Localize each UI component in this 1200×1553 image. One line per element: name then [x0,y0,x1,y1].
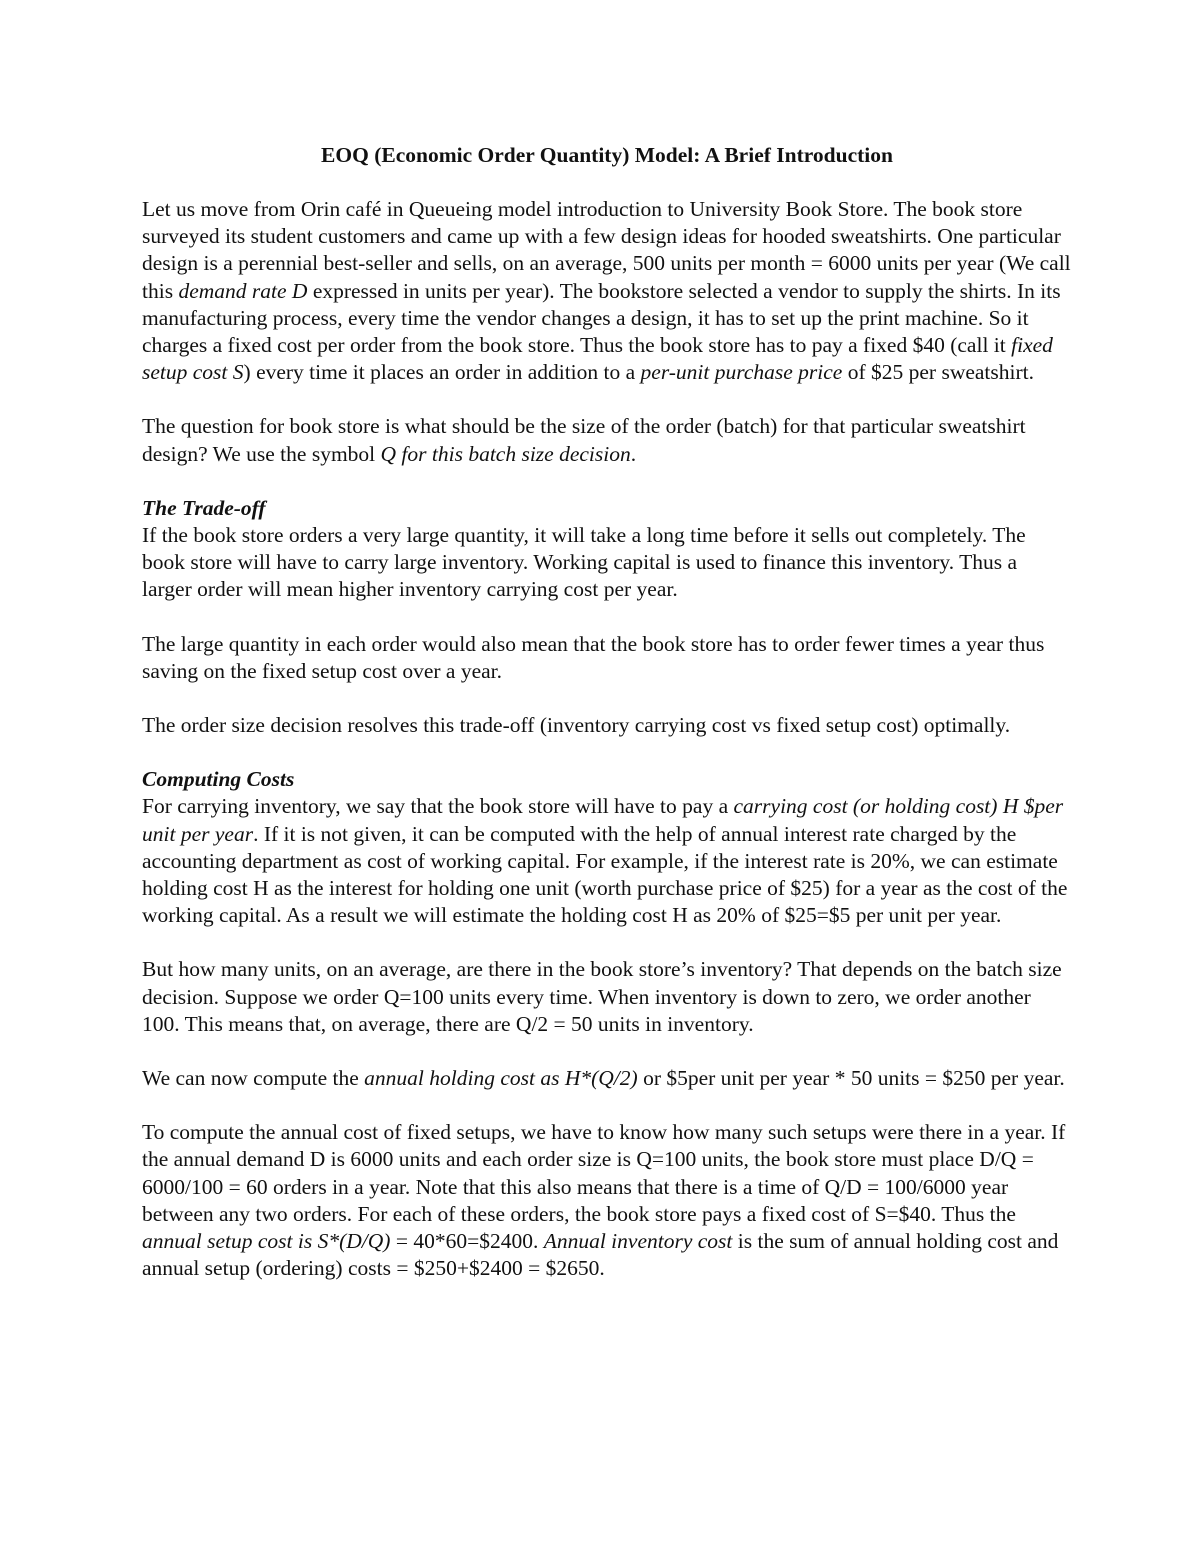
tradeoff-paragraph-2: The large quantity in each order would also mean that the book store has to order fewer times a year thus saving on the fixed setup cost over a year. [142,631,1045,683]
intro-text-1: Let us move from Orin café in Queueing model introduction to University Book Store. The book store surveyed its student customers and came up with a few design ideas for hooded sweatshirts. One particular design is a perennial best-seller and sells, on an average, 500 units per month = 6000 units per year (We call this [142,197,1071,303]
question-text-2: . [630,441,637,466]
costs-paragraph-1 [142,793,1072,929]
costs-paragraph-4 [142,1119,1072,1282]
tradeoff-paragraph-3: The order size decision resolves this trade-off (inventory carrying cost vs fixed setup cost) optimally. [142,713,1011,738]
costs-heading: Computing Costs [142,767,295,792]
intro-emphasis-purchase-price: per-unit purchase price [640,360,843,385]
costs-p1-text-2: . If it is not given, it can be computed with the help of annual interest rate charged by the accounting department as cost of working capital. For example, if the interest rate is 20%, we can estimate holding cost H as the interest for holding one unit (worth purchase price of $25) for a year as the cost of the working capital. As a result we will estimate the holding cost H as 20% of $25=$5 per unit per year. [142,821,1068,928]
costs-p4-text-1: To compute the annual cost of fixed setups, we have to know how many such setups were there in a year. If the annual demand D is 6000 units and each order size is Q=100 units, the book store must place D/Q = 6000/100 = 60 orders in a year. Note that this also means that there is a time of Q/D = 100/6000 year between any two orders. For each of these orders, the book store pays a fixed cost of S=$40. Thus the [142,1120,1066,1226]
costs-p4-emphasis-annual-setup: annual setup cost is S*(D/Q) [142,1229,391,1254]
costs-p3-emphasis-annual-holding: annual holding cost as H*(Q/2) [364,1066,638,1091]
costs-p3-text-1: We can now compute the [142,1066,365,1091]
document-title: EOQ (Economic Order Quantity) Model: A Brief Introduction [321,143,893,167]
question-emphasis-batch-size: Q for this batch size decision [380,441,631,466]
costs-p3-text-2: or $5per unit per year * 50 units = $250 per year. [637,1066,1065,1091]
tradeoff-section [142,495,1072,604]
costs-p4-text-2: = 40*60=$2400. [390,1229,544,1254]
costs-section [142,766,1072,929]
costs-p4-text-3: is the sum of annual holding cost and annual setup (ordering) costs = $250+$2400 = $2650. [142,1229,1059,1281]
tradeoff-heading: The Trade-off [142,495,266,520]
costs-paragraph-3 [142,1065,1072,1092]
intro-text-2: expressed in units per year). The bookstore selected a vendor to supply the shirts. In its manufacturing process, every time the vendor changes a design, it has to set up the print machine. So it charges a fixed cost per order from the book store. Thus the book store has to pay a fixed $40 (call it [142,278,1061,358]
costs-p1-emphasis-holding-cost: carrying cost (or holding cost) H $per unit per year [142,794,1064,846]
costs-paragraph-2: But how many units, on an average, are there in the book store’s inventory? That depends on the batch size decision. Suppose we order Q=100 units every time. When inventory is down to zero, we order another 100. This means that, on average, there are Q/2 = 50 units in inventory. [142,957,1062,1036]
intro-emphasis-demand-rate: demand rate D [178,278,308,303]
intro-emphasis-setup-cost: fixed setup cost S [142,333,1053,385]
costs-p1-text-1: For carrying inventory, we say that the book store will have to pay a [142,794,734,819]
question-paragraph [142,413,1072,467]
question-text-1: The question for book store is what should be the size of the order (batch) for that particular sweatshirt design? We use the symbol [142,414,1026,466]
intro-paragraph [142,196,1072,386]
intro-text-4: of $25 per sweatshirt. [842,360,1035,385]
costs-p4-emphasis-annual-inventory: Annual inventory cost [543,1229,733,1254]
document-page [142,140,1072,1310]
tradeoff-paragraph-1: If the book store orders a very large quantity, it will take a long time before it sells out completely. The book store will have to carry large inventory. Working capital is used to finance this inventory. Thus a larger order will mean higher inventory carrying cost per year. [142,523,1026,602]
intro-text-3: ) every time it places an order in addition to a [243,360,641,385]
